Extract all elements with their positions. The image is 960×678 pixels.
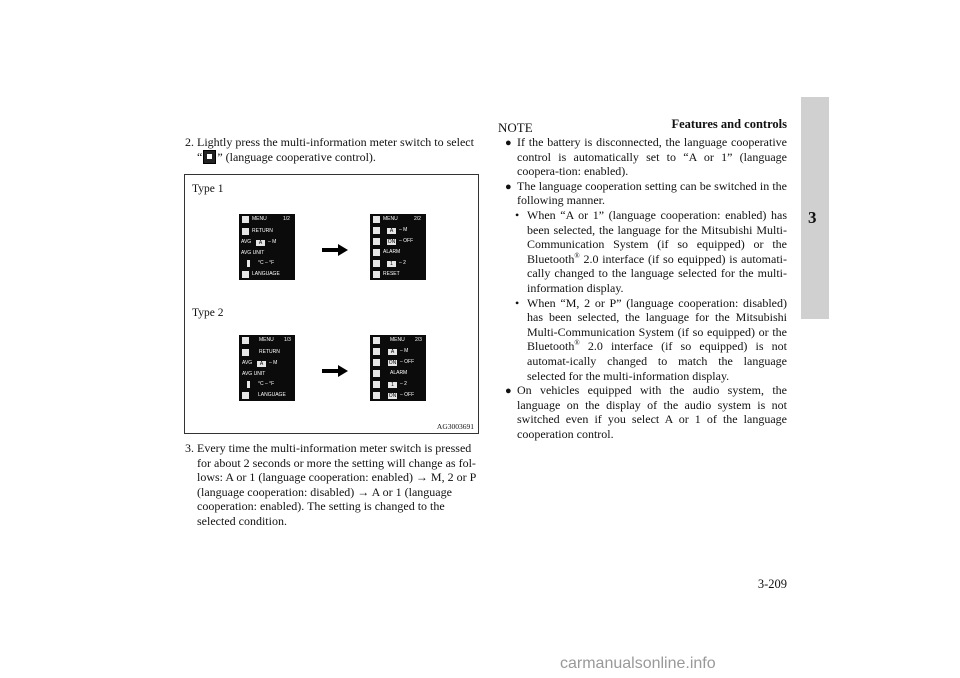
t2-menu-page-1 bbox=[239, 335, 295, 401]
menu-header-row: MENU 1/3 bbox=[239, 335, 295, 346]
step-2-line2-suffix: ” (language cooperative control). bbox=[217, 149, 376, 164]
seatbelt-icon bbox=[373, 392, 380, 399]
language-icon bbox=[373, 348, 380, 355]
next-arrow-icon bbox=[322, 365, 348, 377]
step-3-line1: 3. Every time the multi-information meter switch is pressed bbox=[185, 441, 472, 455]
note-subitem: • When “M, 2 or P” (language cooperation: disabled) has been selected, the language for the Mitsubishi Multi-Communication System (if so equipped) or the Bluetooth® 2.0 interface (if so equipped) is not automat-ically changed to match the language selected for the multi-information display. bbox=[515, 295, 787, 383]
t1-menu-page-2 bbox=[370, 214, 426, 280]
t2-menu-page-2 bbox=[370, 335, 426, 401]
step-3-line2: for about 2 seconds or more the setting will change as fol- bbox=[197, 455, 476, 470]
menu-icon bbox=[373, 216, 380, 223]
temp-unit-row: °C – °F bbox=[239, 379, 295, 390]
turn-signal-icon bbox=[373, 260, 380, 267]
type-2-label: Type 2 bbox=[192, 307, 224, 319]
step-3-line6: selected condition. bbox=[197, 513, 287, 528]
step-2 bbox=[185, 135, 477, 164]
sound-row: ON – OFF bbox=[370, 236, 426, 247]
lang-coop-row: A – M bbox=[370, 346, 426, 357]
return-icon bbox=[242, 349, 249, 356]
thermometer-icon bbox=[247, 260, 250, 267]
reset-row: RESET bbox=[370, 269, 426, 280]
sub-bullet-icon: • bbox=[515, 295, 520, 310]
alarm-icon bbox=[373, 249, 380, 256]
alarm-row: ALARM bbox=[370, 247, 426, 258]
turn-signal-row: 1 – 2 bbox=[370, 258, 426, 269]
note-title: NOTE bbox=[498, 120, 533, 135]
step-2-line1: 2. Lightly press the multi-information meter switch to select bbox=[185, 135, 474, 149]
t1-menu-page-1 bbox=[239, 214, 295, 280]
note-item: ● If the battery is disconnected, the language cooperative control is automatically set to “A or 1” (language coopera-tion: enabled). bbox=[505, 135, 787, 179]
language-row: LANGUAGE bbox=[239, 390, 295, 401]
alarm-row: ALARM bbox=[370, 368, 426, 379]
note-subitem: • When “A or 1” (language cooperation: enabled) has been selected, the language for the Mitsubishi Multi-Communication System (if so equipped) or the Bluetooth® 2.0 interface (if so equipped) is automati-cally changed to the language selected for the multi-information display. bbox=[515, 207, 787, 295]
language-icon bbox=[242, 271, 249, 278]
bullet-dot-icon: ● bbox=[505, 180, 512, 193]
bullet-dot-icon: ● bbox=[505, 137, 512, 149]
bullet-dot-icon: ● bbox=[505, 385, 512, 398]
sound-row: ON – OFF bbox=[370, 357, 426, 368]
menu-icon bbox=[242, 337, 249, 344]
sub-bullet-icon: • bbox=[515, 207, 520, 222]
step-3-line4: (language cooperation: disabled) → A or 1 (language bbox=[197, 484, 452, 499]
chapter-tab-number: 3 bbox=[808, 208, 817, 227]
language-control-icon bbox=[203, 150, 216, 164]
avg-row: AVG A – M bbox=[242, 360, 278, 367]
seatbelt-row: ON – OFF bbox=[370, 390, 426, 401]
speaker-icon bbox=[373, 238, 380, 245]
step-2-line2 bbox=[185, 150, 477, 165]
watermark: carmanualsonline.info bbox=[560, 655, 716, 672]
figure-code: AG3003691 bbox=[436, 422, 474, 431]
alarm-icon bbox=[373, 370, 380, 377]
turn-signal-row: 1 – 2 bbox=[370, 379, 426, 390]
type-1-label: Type 1 bbox=[192, 183, 224, 195]
language-icon bbox=[373, 227, 380, 234]
turn-signal-icon bbox=[373, 381, 380, 388]
step-3-line3: lows: A or 1 (language cooperation: enabled) → M, 2 or P bbox=[197, 470, 477, 485]
step-3-line5: cooperation: enabled). The setting is changed to the bbox=[197, 499, 445, 514]
next-arrow-icon bbox=[322, 244, 348, 256]
note-item: ● The language cooperation setting can be switched in the following manner. bbox=[505, 178, 787, 208]
language-icon bbox=[242, 392, 249, 399]
return-row: RETURN bbox=[239, 226, 295, 237]
menu-icon bbox=[242, 216, 249, 223]
note-item: ● On vehicles equipped with the audio system, the language on the display of the audio system is not switched even if you select A or 1 of the language cooperation control. bbox=[505, 383, 787, 441]
return-row: RETURN bbox=[239, 347, 295, 358]
section-title: Features and controls bbox=[671, 117, 787, 131]
avg-row: AVG A – M bbox=[241, 239, 277, 246]
thermometer-icon bbox=[247, 381, 250, 388]
speaker-icon bbox=[373, 359, 380, 366]
page-number: 3-209 bbox=[757, 577, 787, 591]
lang-coop-row: A – M bbox=[370, 225, 426, 236]
avg-unit-row: AVG UNIT bbox=[242, 371, 266, 377]
avg-unit-row: AVG UNIT bbox=[241, 250, 265, 256]
language-row: LANGUAGE bbox=[239, 269, 295, 280]
menu-header-row: MENU 2/2 bbox=[370, 214, 426, 225]
menu-header-row: MENU 2/3 bbox=[370, 335, 426, 346]
menu-header-row: MENU 1/2 bbox=[239, 214, 295, 225]
note-list bbox=[505, 135, 787, 441]
menu-figure bbox=[184, 174, 479, 434]
reset-icon bbox=[373, 271, 380, 278]
temp-unit-row: °C – °F bbox=[239, 258, 295, 269]
menu-icon bbox=[373, 337, 380, 344]
open-quote: “ bbox=[197, 149, 203, 164]
step-3 bbox=[185, 441, 477, 529]
return-icon bbox=[242, 228, 249, 235]
